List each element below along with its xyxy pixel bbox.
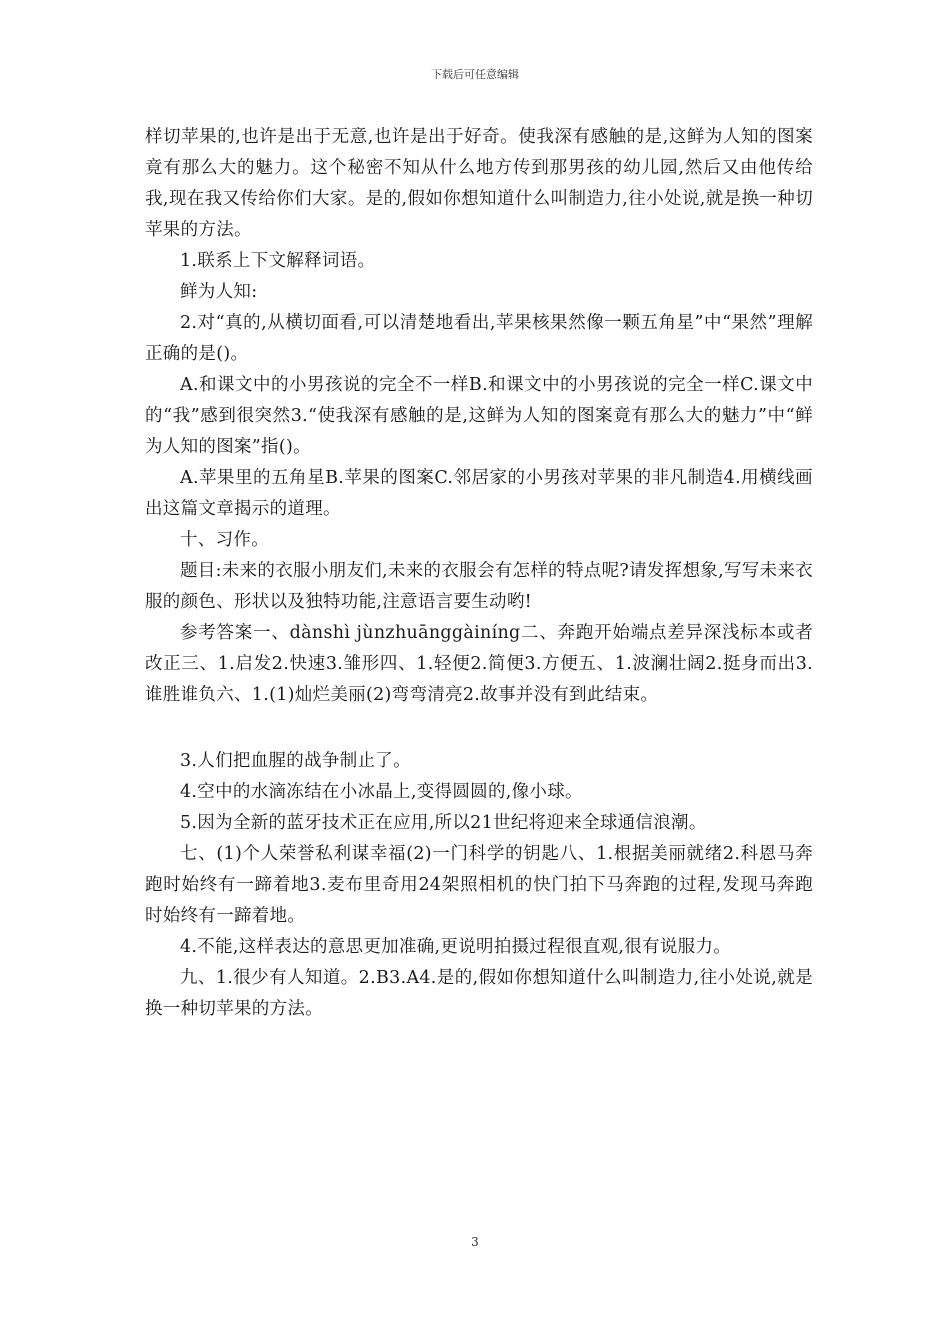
paragraph-continuation: 样切苹果的,也许是出于无意,也许是出于好奇。使我深有感触的是,这鲜为人知的图案竟有那么大的魅力。这个秘密不知从什么地方传到那男孩的幼儿园,然后又由他传给我,现在我又传给你们大家。是的,假如你想知道什么叫制造力,往小处说,就是换一种切苹果的方法。 (145, 127, 813, 240)
blank-gap (145, 711, 813, 746)
answer-4: 4.空中的水滴冻结在小冰晶上,变得圆圆的,像小球。 (180, 782, 583, 802)
question-3-options: A.苹果里的五角星B.苹果的图案C.邻居家的小男孩对苹果的非凡制造4.用横线画出这篇文章揭示的道理。 (145, 468, 813, 519)
document-body (145, 122, 813, 1025)
page-number: 3 (471, 1235, 479, 1249)
question-2: 2.对“真的,从横切面看,可以清楚地看出,苹果核果然像一颗五角星”中“果然”理解正确的是()。 (145, 313, 813, 364)
answer-5: 5.因为全新的蓝牙技术正在应用,所以21世纪将迎来全球通信浪潮。 (180, 813, 707, 833)
question-2-options: A.和课文中的小男孩说的完全不一样B.和课文中的小男孩说的完全一样C.课文中的“我”感到很突然3.“使我深有感触的是,这鲜为人知的图案竟有那么大的魅力”中“鲜为人知的图案”指()。 (145, 375, 813, 457)
section-ten-heading: 十、习作。 (180, 530, 269, 550)
writing-prompt: 题目:未来的衣服小朋友们,未来的衣服会有怎样的特点呢?请发挥想象,写写未来衣服的颜色、形状以及独特功能,注意语言要生动哟! (145, 561, 813, 612)
question-1: 1.联系上下文解释词语。 (180, 251, 376, 271)
answer-3: 3.人们把血腥的战争制止了。 (180, 751, 411, 771)
answer-eight-4: 4.不能,这样表达的意思更加准确,更说明拍摄过程很直观,很有说服力。 (180, 937, 732, 957)
header-note: 下载后可任意编辑 (431, 68, 519, 81)
question-1-term: 鲜为人知: (180, 282, 258, 302)
answer-seven-eight: 七、(1)个人荣誉私利谋幸福(2)一门科学的钥匙八、1.根据美丽就绪2.科恩马奔跑时始终有一蹄着地3.麦布里奇用24架照相机的快门拍下马奔跑的过程,发现马奔跑时始终有一蹄着地。 (145, 844, 813, 926)
answer-key-intro: 参考答案一、dànshì jùnzhuānggàiníng二、奔跑开始端点差异深浅标本或者改正三、1.启发2.快速3.雏形四、1.轻便2.简便3.方便五、1.波澜壮阔2.挺身而出3.谁胜谁负六、1.(1)灿烂美丽(2)弯弯清亮2.故事并没有到此结束。 (145, 623, 813, 705)
answer-nine: 九、1.很少有人知道。2.B3.A4.是的,假如你想知道什么叫制造力,往小处说,就是换一种切苹果的方法。 (145, 968, 813, 1019)
